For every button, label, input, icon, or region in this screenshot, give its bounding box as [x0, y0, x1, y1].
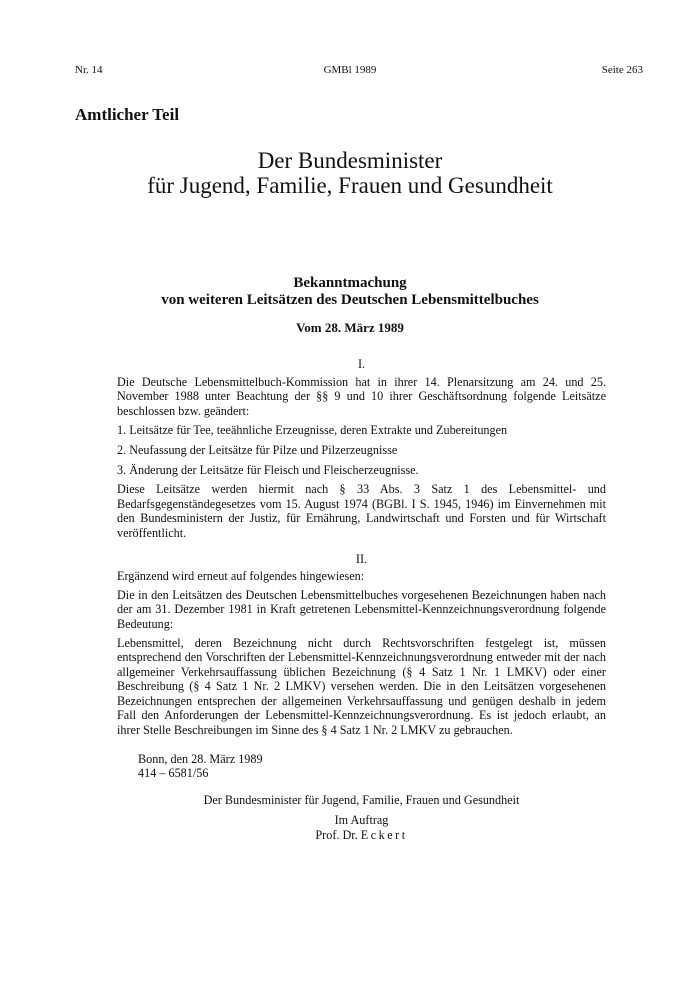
part-2-paragraph-3: Lebensmittel, deren Bezeichnung nicht durch Rechtsvorschriften festgelegt ist, müssen entsprechend den Vorschriften der Lebensmittel-Kennzeichnungsverordnung entweder mit der nach allgemeiner Verkehrsauffassung üblichen Bezeichnung (§ 4 Satz 1 Nr. 1 LMKV) oder einer Beschreibung (§ 4 Satz 1 Nr. 2 LMKV) versehen werden. Die in den Leitsätzen vorgesehenen Bezeichnungen entsprechen der allgemeinen Verkehrsauffassung und genügen deshalb in jedem Fall den Anforderungen der Lebensmittel-Kennzeichnungsverordnung. Es ist jedoch erlaubt, an ihrer Stelle Beschreibungen im Sinne des § 4 Satz 1 Nr. 2 LMKV zu gebrauchen.	[117, 635, 606, 738]
document-body	[117, 357, 606, 843]
part-2-numeral: II.	[355, 551, 368, 566]
part-1-closing: Diese Leitsätze werden hiermit nach § 33 Abs. 3 Satz 1 des Lebensmittel- und Bedarfsgegenständegesetzes vom 15. August 1974 (BGBl. I S. 1945, 1946) im Einvernehmen mit den Bundesministern der Justiz, für Ernährung, Landwirtschaft und Forsten und für Wirtschaft veröffentlicht.	[117, 482, 606, 540]
ministry-line-2: für Jugend, Familie, Frauen und Gesundheit	[147, 173, 553, 198]
part-2-paragraph-1: Ergänzend wird erneut auf folgendes hingewiesen:	[117, 569, 365, 584]
list-item: 2. Neufassung der Leitsätze für Pilze und Pilzerzeugnisse	[117, 442, 398, 457]
part-1-intro: Die Deutsche Lebensmittelbuch-Kommission hat in ihrer 14. Plenarsitzung am 24. und 25. November 1988 unter Beachtung der §§ 9 und 10 ihrer Geschäftsordnung folgende Leitsätze beschlossen bzw. geändert:	[117, 374, 606, 418]
notice-date: Vom 28. März 1989	[296, 320, 404, 335]
list-item: 1. Leitsätze für Tee, teeähnliche Erzeugnisse, deren Extrakte und Zubereitungen	[117, 423, 508, 438]
ministry-heading	[0, 148, 700, 198]
gazette-name: GMBl 1989	[323, 64, 377, 76]
place-date-block	[138, 752, 606, 781]
issuing-authority: Der Bundesminister für Jugend, Familie, Frauen und Gesundheit	[203, 792, 520, 807]
ministry-line-1: Der Bundesminister	[257, 148, 443, 173]
signatory-title: Prof. Dr.	[315, 828, 358, 843]
signatory	[117, 828, 606, 843]
part-2-paragraph-2: Die in den Leitsätzen des Deutschen Lebensmittelbuches vorgesehenen Bezeichnungen haben nach der am 31. Dezember 1981 in Kraft getretenen Lebensmittel-Kennzeichnungsverordnung folgende Bedeutung:	[117, 587, 606, 631]
signature-block	[117, 793, 606, 843]
guidelines-list	[117, 423, 606, 477]
page-number: Seite 263	[601, 64, 643, 76]
signatory-name: Eckert	[360, 828, 408, 843]
notice-title: Bekanntmachung	[293, 275, 407, 291]
issue-number: Nr. 14	[75, 64, 103, 76]
reference-number: 414 – 6581/56	[138, 766, 209, 781]
notice-subtitle: von weiteren Leitsätzen des Deutschen Lebensmittelbuches	[161, 292, 539, 308]
on-behalf: Im Auftrag	[334, 813, 389, 828]
place-date: Bonn, den 28. März 1989	[138, 751, 263, 766]
section-label: Amtlicher Teil	[75, 105, 180, 124]
notice-heading	[0, 275, 700, 309]
part-1-numeral: I.	[357, 357, 366, 371]
list-item: 3. Änderung der Leitsätze für Fleisch und Fleischerzeugnisse.	[117, 462, 419, 477]
